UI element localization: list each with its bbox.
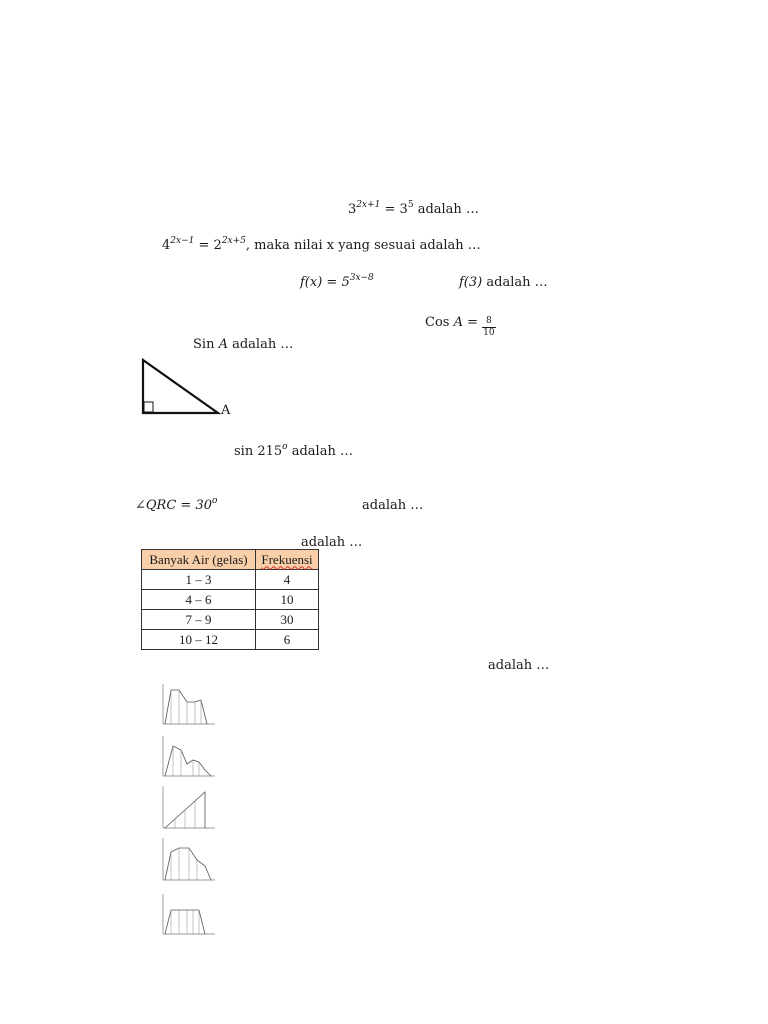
q4-tail: adalah …: [232, 337, 294, 352]
q5-text: sin 215: [234, 444, 283, 459]
frekuensi-label: Frekuensi: [261, 551, 313, 567]
table-cell-range: 7 – 9: [142, 610, 256, 630]
q4-fraction: [482, 317, 495, 338]
question-6-tail: adalah …: [362, 498, 424, 513]
q4-denominator: 10: [483, 328, 495, 338]
q4-sin-label: Sin: [193, 337, 215, 352]
q6-angle: ∠QRC = 30: [135, 498, 212, 513]
q1-tail: adalah …: [417, 202, 479, 217]
table-cell-range: 4 – 6: [142, 590, 256, 610]
q3-rhs: f(3): [459, 275, 483, 290]
option-chart-b: [153, 732, 219, 784]
triangle-vertex-label: A: [221, 403, 231, 418]
question-3-function: [300, 273, 374, 290]
question-2-equation: [162, 236, 481, 253]
option-chart-c: [153, 782, 219, 834]
q6-degree: o: [211, 496, 218, 506]
right-angle-marker: [144, 402, 153, 412]
question-3-ask: [459, 276, 548, 289]
q2-exp-left: 2x−1: [170, 236, 195, 246]
question-4-cos: [425, 316, 496, 338]
q1-equals: =: [384, 202, 396, 217]
table-cell-range: 10 – 12: [142, 630, 256, 650]
option-chart-a: [153, 680, 219, 732]
q4-sin-var: A: [218, 337, 228, 352]
q2-base-right: 2: [213, 238, 222, 253]
q5-tail: adalah …: [291, 444, 353, 459]
table-header-banyak-air: Banyak Air (gelas): [142, 550, 256, 570]
q2-exp-right: 2x+5: [221, 236, 246, 246]
table-cell-frequency: 30: [256, 610, 319, 630]
table-cell-range: 1 – 3: [142, 570, 256, 590]
table-header-row: [142, 550, 319, 570]
question-7-tail: adalah …: [301, 535, 363, 550]
question-4-sin: [193, 338, 293, 351]
table-row: [142, 570, 319, 590]
q4-cos-label: Cos: [425, 315, 450, 330]
table-cell-frequency: 10: [256, 590, 319, 610]
q2-tail: , maka nilai x yang sesuai adalah …: [245, 238, 481, 253]
question-8-tail: adalah …: [488, 658, 550, 673]
q2-equals: =: [198, 238, 210, 253]
option-chart-d: [153, 834, 219, 886]
q5-degree: o: [282, 442, 288, 452]
q4-equals: =: [467, 315, 479, 330]
question-1-equation: [348, 200, 479, 217]
q4-numerator: 8: [482, 317, 495, 328]
table-row: [142, 610, 319, 630]
table-cell-frequency: 6: [256, 630, 319, 650]
q1-base-right: 3: [399, 202, 408, 217]
table-row: [142, 590, 319, 610]
q3-lhs: f(x) = 5: [300, 275, 350, 290]
option-chart-e: [153, 890, 219, 942]
q3-exp: 3x−8: [349, 273, 374, 283]
table-header-frekuensi: [256, 550, 319, 570]
question-5: [234, 442, 353, 459]
q1-exp-left: 2x+1: [356, 200, 381, 210]
q3-tail: adalah …: [486, 275, 548, 290]
q1-exp-right: 5: [407, 200, 414, 210]
question-6-angle: [135, 496, 218, 513]
table-cell-frequency: 4: [256, 570, 319, 590]
q2-base-left: 4: [162, 238, 171, 253]
frequency-table: [141, 549, 319, 650]
triangle-shape: [143, 360, 218, 413]
q1-base-left: 3: [348, 202, 357, 217]
table-row: [142, 630, 319, 650]
q4-var: A: [453, 315, 463, 330]
